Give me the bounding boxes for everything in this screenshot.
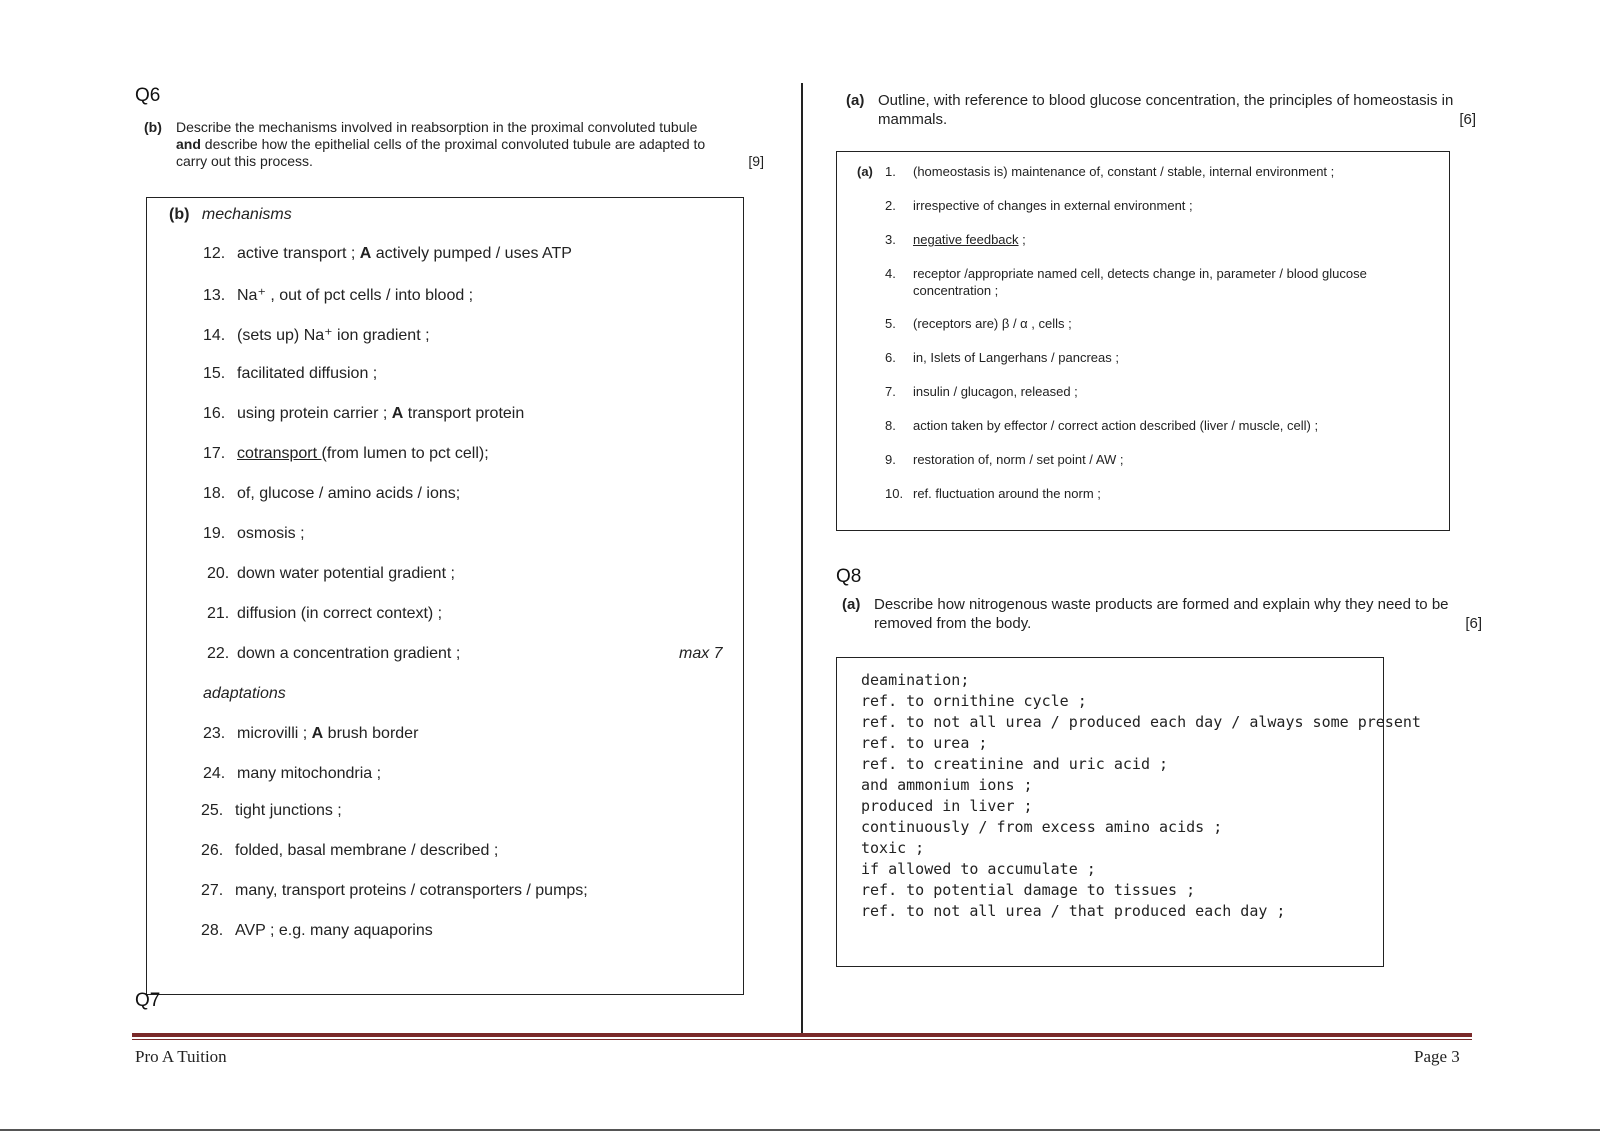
list-item: 28. AVP ; e.g. many aquaporins bbox=[201, 922, 433, 939]
list-item: toxic ; bbox=[861, 839, 925, 857]
list-item: 18. of, glucose / amino acids / ions; bbox=[203, 485, 461, 502]
list-item: 12. active transport ; A actively pumped / uses ATP bbox=[203, 245, 572, 262]
list-item: 26. folded, basal membrane / described ; bbox=[201, 842, 499, 859]
list-item: 24. many mitochondria ; bbox=[203, 765, 382, 782]
adaptations-heading: adaptations bbox=[203, 685, 286, 702]
q7-number: Q7 bbox=[135, 990, 161, 1011]
footer-rule bbox=[132, 1033, 1472, 1037]
q6-number: Q6 bbox=[135, 85, 161, 106]
list-item: 10. ref. fluctuation around the norm ; bbox=[885, 486, 1101, 501]
q6-question-line1: Describe the mechanisms involved in reabsorption in the proximal convoluted tubule bbox=[176, 119, 698, 135]
list-item: 15. facilitated diffusion ; bbox=[203, 365, 378, 382]
list-item: ref. to not all urea / that produced each day ; bbox=[861, 902, 1286, 920]
page-number: Page 3 bbox=[1414, 1047, 1460, 1066]
list-item: 23. microvilli ; A brush border bbox=[203, 725, 419, 742]
q6-question-line3: carry out this process. bbox=[176, 153, 313, 169]
list-item: 9. restoration of, norm / set point / AW ; bbox=[885, 452, 1124, 467]
list-item: ref. to urea ; bbox=[861, 734, 988, 752]
q7-part-label: (a) bbox=[846, 92, 865, 109]
list-item: 6. in, Islets of Langerhans / pancreas ; bbox=[885, 350, 1119, 365]
list-item: 3. negative feedback ; bbox=[885, 232, 1026, 247]
list-item: 21. diffusion (in correct context) ; bbox=[207, 605, 443, 622]
q6-mark-scheme-box bbox=[146, 197, 744, 995]
list-item: ref. to ornithine cycle ; bbox=[861, 692, 1087, 710]
mechanisms-heading: mechanisms bbox=[201, 206, 292, 223]
list-item: 27. many, transport proteins / cotransporters / pumps; bbox=[201, 882, 588, 899]
list-item: 4. receptor /appropriate named cell, detects change in, parameter / blood glucose bbox=[885, 266, 1367, 281]
q6-marks: [9] bbox=[748, 153, 764, 169]
q6-question bbox=[144, 119, 764, 170]
q8-marks: [6] bbox=[1465, 615, 1482, 632]
q6-scheme-part-label: (b) bbox=[169, 206, 190, 223]
list-item: 25. tight junctions ; bbox=[201, 802, 342, 819]
list-item: 14. (sets up) Na⁺ ion gradient ; bbox=[203, 327, 430, 344]
list-item: produced in liver ; bbox=[861, 797, 1033, 815]
q8-scheme-list bbox=[861, 670, 1421, 922]
column-divider bbox=[801, 83, 803, 1033]
list-item: 13. Na⁺ , out of pct cells / into blood ; bbox=[203, 287, 474, 304]
list-item: ref. to creatinine and uric acid ; bbox=[861, 755, 1169, 773]
footer-left: Pro A Tuition bbox=[135, 1047, 227, 1066]
list-item: if allowed to accumulate ; bbox=[861, 860, 1096, 878]
list-item: 20. down water potential gradient ; bbox=[207, 565, 455, 582]
list-item: 7. insulin / glucagon, released ; bbox=[885, 384, 1078, 399]
list-item: ref. to not all urea / produced each day / always some present bbox=[861, 713, 1421, 731]
q8-question-line1: Describe how nitrogenous waste products are formed and explain why they need to be bbox=[874, 596, 1449, 613]
list-item: 2. irrespective of changes in external environment ; bbox=[885, 198, 1193, 213]
q7-marks: [6] bbox=[1459, 111, 1476, 128]
footer-rule-thin bbox=[132, 1039, 1472, 1040]
max-marks-label: max 7 bbox=[679, 645, 723, 662]
list-item: ref. to potential damage to tissues ; bbox=[861, 881, 1196, 899]
q8-mark-scheme-box bbox=[836, 657, 1421, 967]
list-item: 8. action taken by effector / correct action described (liver / muscle, cell) ; bbox=[885, 418, 1319, 433]
q7-question-line2: mammals. bbox=[878, 111, 948, 128]
list-item-continuation: concentration ; bbox=[913, 283, 999, 298]
q8-question bbox=[842, 595, 1482, 633]
q8-question-line2: removed from the body. bbox=[874, 615, 1032, 632]
q8-number: Q8 bbox=[836, 566, 862, 587]
list-item: 16. using protein carrier ; A transport protein bbox=[203, 405, 525, 422]
list-item: (a) 1. (homeostasis is) maintenance of, constant / stable, internal environment ; bbox=[857, 164, 1335, 179]
q7-question-line1: Outline, with reference to blood glucose concentration, the principles of homeostasis in bbox=[878, 92, 1454, 109]
list-item: continuously / from excess amino acids ; bbox=[861, 818, 1223, 836]
q6-question-line2: describe how the epithelial cells of the proximal convoluted tubule are adapted to bbox=[200, 136, 706, 152]
q7-mark-scheme-box bbox=[836, 151, 1450, 531]
q8-part-label: (a) bbox=[842, 596, 861, 613]
q6-part-label: (b) bbox=[144, 119, 162, 135]
list-item: 22. down a concentration gradient ; bbox=[207, 645, 461, 662]
q7-question bbox=[846, 91, 1476, 129]
list-item: 5. (receptors are) β / α , cells ; bbox=[885, 316, 1072, 331]
q6-question-and: and bbox=[176, 136, 201, 152]
list-item: and ammonium ions ; bbox=[861, 776, 1033, 794]
list-item: 19. osmosis ; bbox=[203, 525, 305, 542]
list-item: deamination; bbox=[861, 671, 970, 689]
list-item: 17. cotransport (from lumen to pct cell); bbox=[203, 445, 489, 462]
